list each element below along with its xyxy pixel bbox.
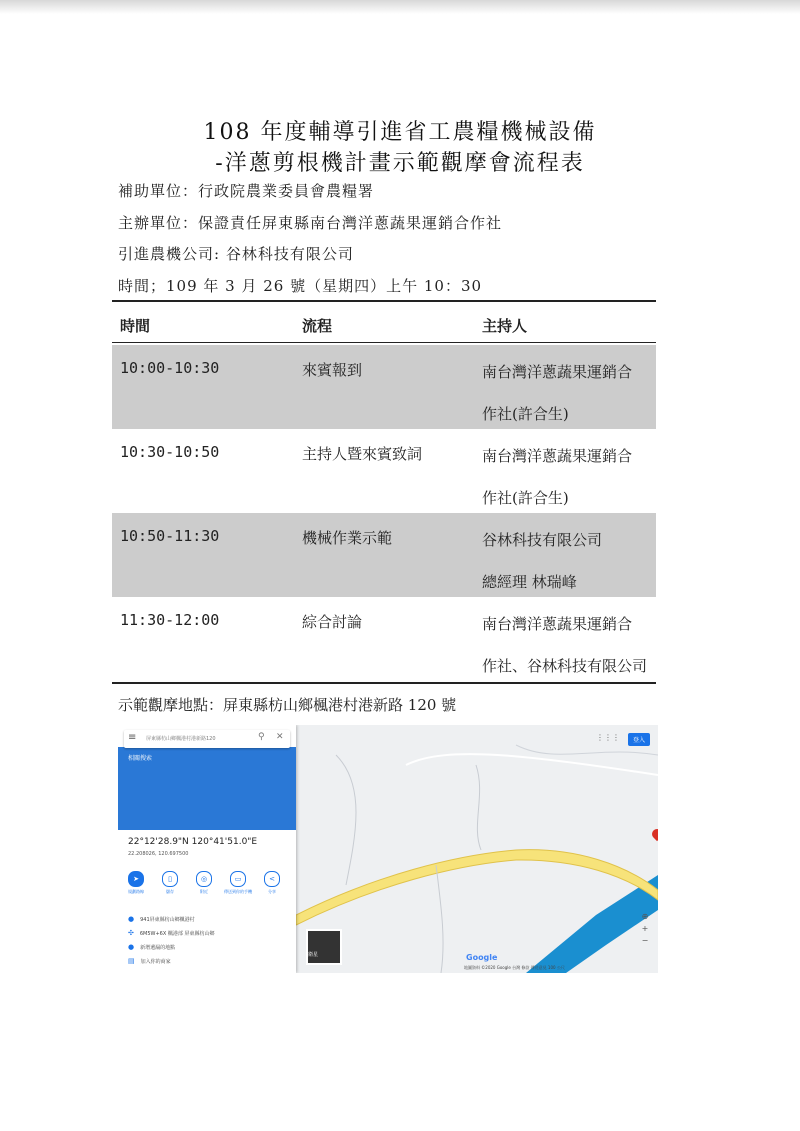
add-place-icon: ● <box>128 943 135 951</box>
table-row <box>112 513 656 597</box>
satellite-thumbnail[interactable] <box>306 929 342 965</box>
organizer-line: 主辦單位：保證責任屏東縣南台灣洋蔥蔬果運銷合作社 <box>118 214 503 232</box>
add-business[interactable] <box>128 957 171 965</box>
row-time: 10:50-11:30 <box>120 527 220 545</box>
table-row <box>112 345 656 429</box>
directions-icon: ➤ <box>128 871 144 887</box>
apps-icon[interactable]: ⋮⋮⋮ <box>596 733 620 742</box>
add-business-text: 加入你的商家 <box>140 959 171 965</box>
send-to-phone-label: 傳送到你的手機 <box>224 889 252 894</box>
save-label: 儲存 <box>166 889 174 894</box>
location-icon: ● <box>128 915 135 923</box>
phone-icon: ▭ <box>230 871 246 887</box>
plus-code-icon: ✣ <box>128 929 134 937</box>
add-missing-place-text: 新增遺漏的地點 <box>140 945 176 951</box>
login-button[interactable]: 登入 <box>628 733 650 746</box>
row-host: 南台灣洋蔥蔬果運銷合 <box>482 363 633 381</box>
hero-tag: 相關搜索 <box>128 755 153 762</box>
store-icon: ▤ <box>128 957 135 965</box>
row-flow: 機械作業示範 <box>302 529 393 547</box>
row-host: 南台灣洋蔥蔬果運銷合 <box>482 615 633 633</box>
map-search-box[interactable] <box>124 730 290 748</box>
place-hero-image <box>118 747 296 830</box>
directions-label: 規劃路線 <box>128 889 144 894</box>
header-time: 時間 <box>120 317 151 335</box>
share-button[interactable] <box>258 871 286 895</box>
nearby-label: 附近 <box>200 889 208 894</box>
row-time: 10:00-10:30 <box>120 359 220 377</box>
header-rule <box>112 342 656 343</box>
time-line: 時間；109 年 3 月 26 號（星期四）上午 10：30 <box>118 277 483 295</box>
search-icon[interactable]: ⚲ <box>258 732 265 742</box>
add-missing-place[interactable] <box>128 943 175 951</box>
document-title: 108 年度輔導引進省工農糧機械設備 <box>203 120 597 145</box>
map-footer: 地圖資料 ©2020 Google 台灣 條款 傳送意見 100 公尺 <box>464 965 565 970</box>
venue-address: 示範觀摩地點：屏東縣枋山鄉楓港村港新路 120 號 <box>118 696 457 714</box>
save-button[interactable] <box>156 871 184 895</box>
table-row <box>112 429 656 513</box>
nearby-button[interactable] <box>190 871 218 895</box>
directions-button[interactable] <box>122 871 150 895</box>
table-bottom-rule <box>112 682 656 684</box>
send-to-phone-button[interactable] <box>224 871 252 895</box>
zoom-controls[interactable]: ⊕ + − <box>641 912 649 945</box>
coordinates-decimal: 22.208026, 120.697500 <box>128 851 189 857</box>
row-host-cont: 作社(許合生) <box>482 489 569 507</box>
place-address <box>128 915 195 923</box>
row-time: 10:30-10:50 <box>120 443 220 461</box>
row-host: 南台灣洋蔥蔬果運銷合 <box>482 447 633 465</box>
coordinates: 22°12'28.9"N 120°41'51.0"E <box>128 837 258 847</box>
close-icon[interactable]: ✕ <box>276 732 284 742</box>
row-flow: 來賓報到 <box>302 361 363 379</box>
map-screenshot <box>118 725 658 973</box>
header-host: 主持人 <box>482 317 528 335</box>
map-terrain <box>296 725 658 973</box>
satellite-label: 衛星 <box>308 952 319 958</box>
row-time: 11:30-12:00 <box>120 611 220 629</box>
company-line: 引進農機公司: 谷林科技有限公司 <box>118 245 354 263</box>
plus-code <box>128 929 214 937</box>
map-side-panel <box>118 725 296 973</box>
row-flow: 主持人暨來賓致詞 <box>302 445 423 463</box>
row-host-cont: 作社(許合生) <box>482 405 569 423</box>
map-canvas <box>296 725 658 973</box>
scan-edge-shadow <box>0 0 800 14</box>
google-logo: Google <box>466 953 498 962</box>
table-row <box>112 597 656 681</box>
share-label: 分享 <box>268 889 276 894</box>
share-icon: < <box>264 871 280 887</box>
row-host-cont: 作社、谷林科技有限公司 <box>482 657 648 675</box>
row-host: 谷林科技有限公司 <box>482 531 603 549</box>
place-actions <box>122 871 292 907</box>
plus-code-text: 6M5W+6X 楓港部 屏東縣枋山鄉 <box>139 931 215 937</box>
document-subtitle: -洋蔥剪根機計畫示範觀摩會流程表 <box>215 151 585 176</box>
row-flow: 綜合討論 <box>302 613 363 631</box>
row-host-cont: 總經理 林瑞峰 <box>482 573 577 591</box>
address-text: 941屏東縣枋山鄉楓港村 <box>140 917 195 923</box>
bookmark-icon: ▯ <box>162 871 178 887</box>
table-top-rule <box>112 300 656 302</box>
sponsor-line: 補助單位：行政院農業委員會農糧署 <box>118 182 375 200</box>
menu-icon[interactable]: ≡ <box>128 732 137 743</box>
search-input[interactable]: 屏東縣枋山鄉楓港村港新路120 <box>146 736 216 742</box>
header-flow: 流程 <box>302 317 333 335</box>
nearby-icon: ◎ <box>196 871 212 887</box>
